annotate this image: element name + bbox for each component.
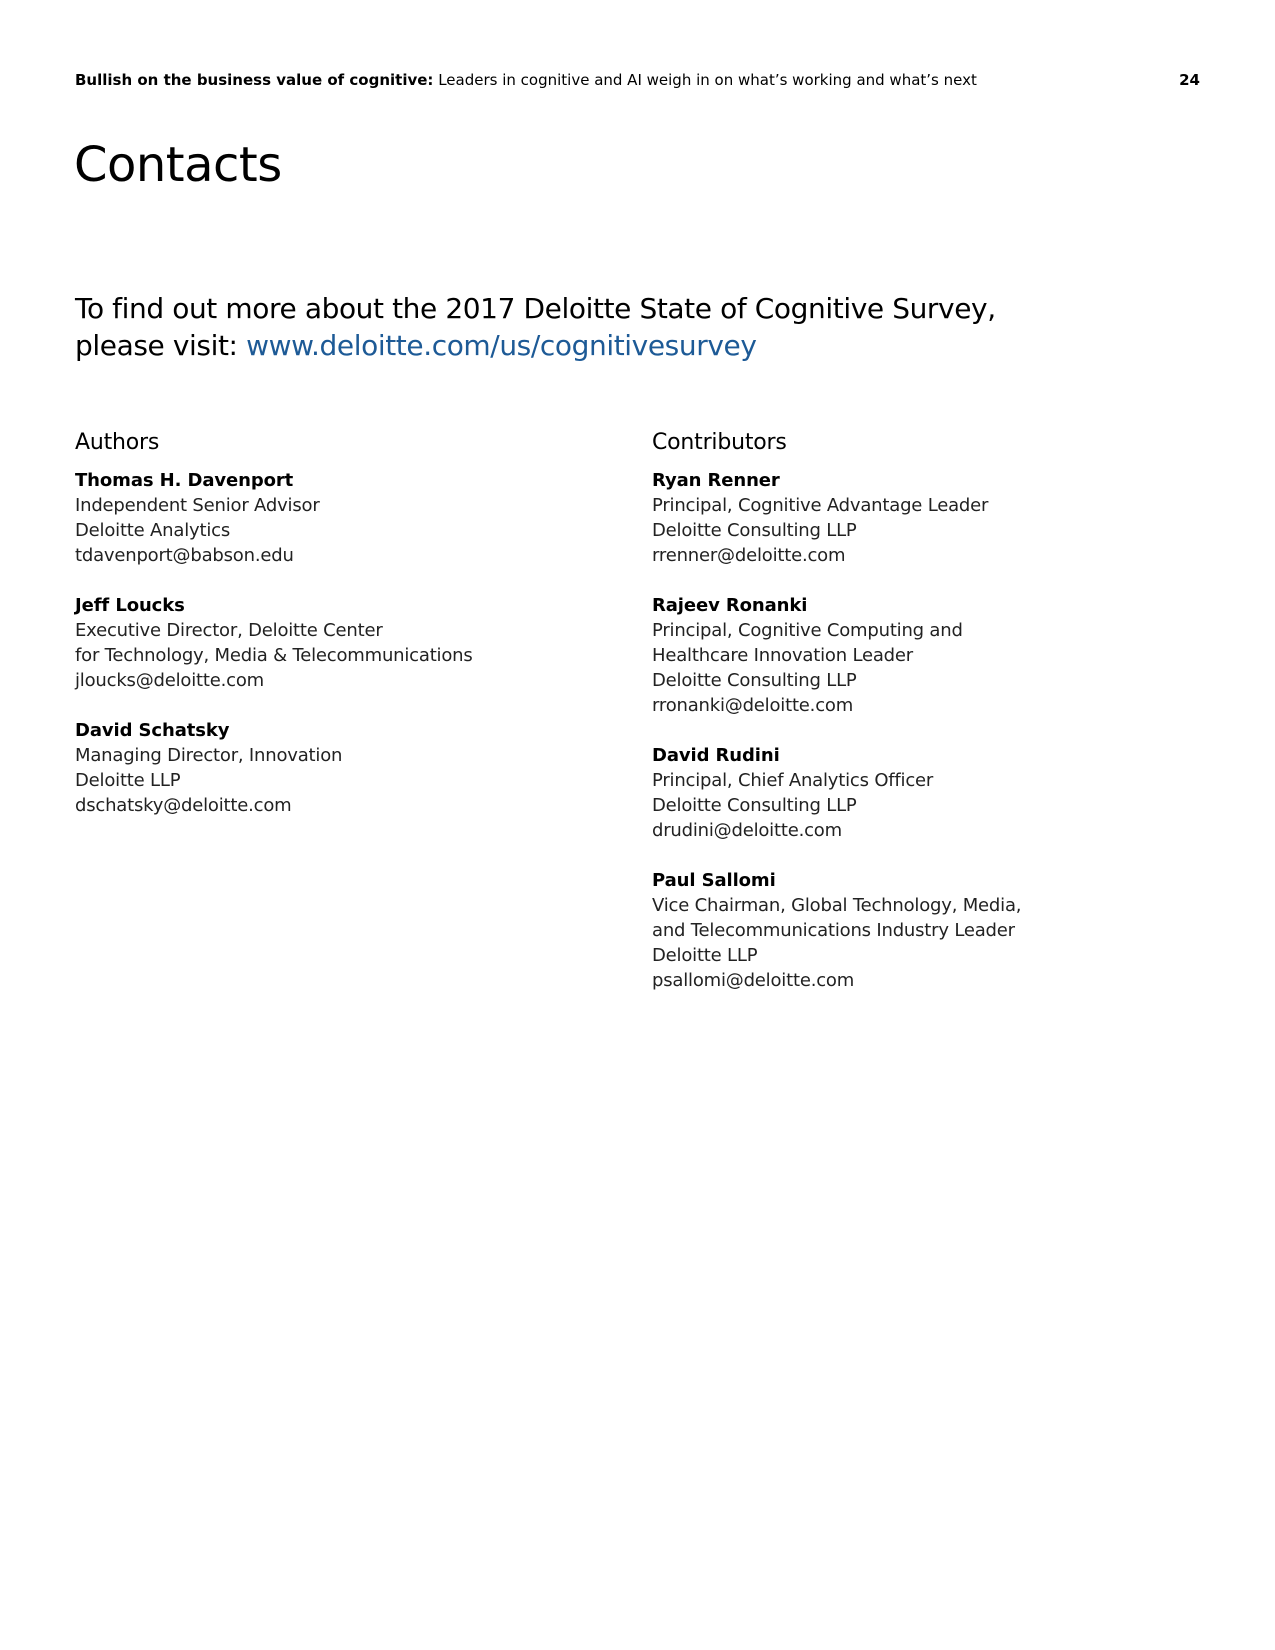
contact-detail: Principal, Cognitive Advantage Leader: [652, 495, 989, 516]
contact-email[interactable]: drudini@deloitte.com: [652, 820, 842, 841]
contact-detail: Managing Director, Innovation: [75, 745, 343, 766]
header-subtitle: Leaders in cognitive and AI weigh in on what’s working and what’s next: [433, 71, 977, 89]
contact-email[interactable]: psallomi@deloitte.com: [652, 970, 855, 991]
contact-detail: for Technology, Media & Telecommunications: [75, 645, 473, 666]
contact-name: Jeff Loucks: [75, 595, 185, 616]
contact-email[interactable]: rrenner@deloitte.com: [652, 545, 846, 566]
contact-detail: Deloitte LLP: [75, 770, 181, 791]
contact-email[interactable]: tdavenport@babson.edu: [75, 545, 294, 566]
running-header: [75, 68, 1200, 92]
page-number: 24: [1179, 71, 1200, 89]
contributors-column: [652, 428, 1172, 1018]
contact-detail: Deloitte Consulting LLP: [652, 795, 857, 816]
contact-detail: Healthcare Innovation Leader: [652, 645, 913, 666]
authors-list: [75, 468, 595, 818]
contact-entry: [75, 718, 595, 818]
intro-line-2: [75, 327, 1075, 364]
contact-entry: [652, 743, 1172, 843]
contact-detail: and Telecommunications Industry Leader: [652, 920, 1015, 941]
header-bold-title: Bullish on the business value of cognitive:: [75, 71, 434, 89]
contributors-heading: Contributors: [652, 430, 787, 455]
contact-name: Ryan Renner: [652, 470, 780, 491]
intro-line-1: To find out more about the 2017 Deloitte State of Cognitive Survey,: [75, 292, 996, 325]
contact-email[interactable]: dschatsky@deloitte.com: [75, 795, 292, 816]
contact-email[interactable]: jloucks@deloitte.com: [75, 670, 264, 691]
contact-detail: Deloitte LLP: [652, 945, 758, 966]
survey-link[interactable]: www.deloitte.com/us/cognitivesurvey: [246, 329, 757, 362]
authors-column: [75, 428, 595, 843]
contact-detail: Executive Director, Deloitte Center: [75, 620, 383, 641]
contact-detail: Deloitte Consulting LLP: [652, 520, 857, 541]
contact-name: Thomas H. Davenport: [75, 470, 294, 491]
contact-entry: [75, 468, 595, 568]
contributors-list: [652, 468, 1172, 993]
intro-paragraph: [75, 290, 1075, 364]
contact-detail: Principal, Chief Analytics Officer: [652, 770, 934, 791]
contact-detail: Vice Chairman, Global Technology, Media,: [652, 895, 1022, 916]
intro-line-2-prefix: please visit:: [75, 329, 247, 362]
authors-heading: Authors: [75, 430, 160, 455]
contact-email[interactable]: rronanki@deloitte.com: [652, 695, 854, 716]
contact-name: Paul Sallomi: [652, 870, 776, 891]
contact-entry: [75, 593, 595, 693]
contact-entry: [652, 868, 1172, 993]
contact-detail: Principal, Cognitive Computing and: [652, 620, 963, 641]
contact-name: David Rudini: [652, 745, 780, 766]
contact-detail: Independent Senior Advisor: [75, 495, 320, 516]
page-title: Contacts: [74, 137, 282, 193]
contact-detail: Deloitte Analytics: [75, 520, 230, 541]
contact-entry: [652, 468, 1172, 568]
contact-entry: [652, 593, 1172, 718]
contact-detail: Deloitte Consulting LLP: [652, 670, 857, 691]
contact-name: Rajeev Ronanki: [652, 595, 808, 616]
contact-name: David Schatsky: [75, 720, 230, 741]
